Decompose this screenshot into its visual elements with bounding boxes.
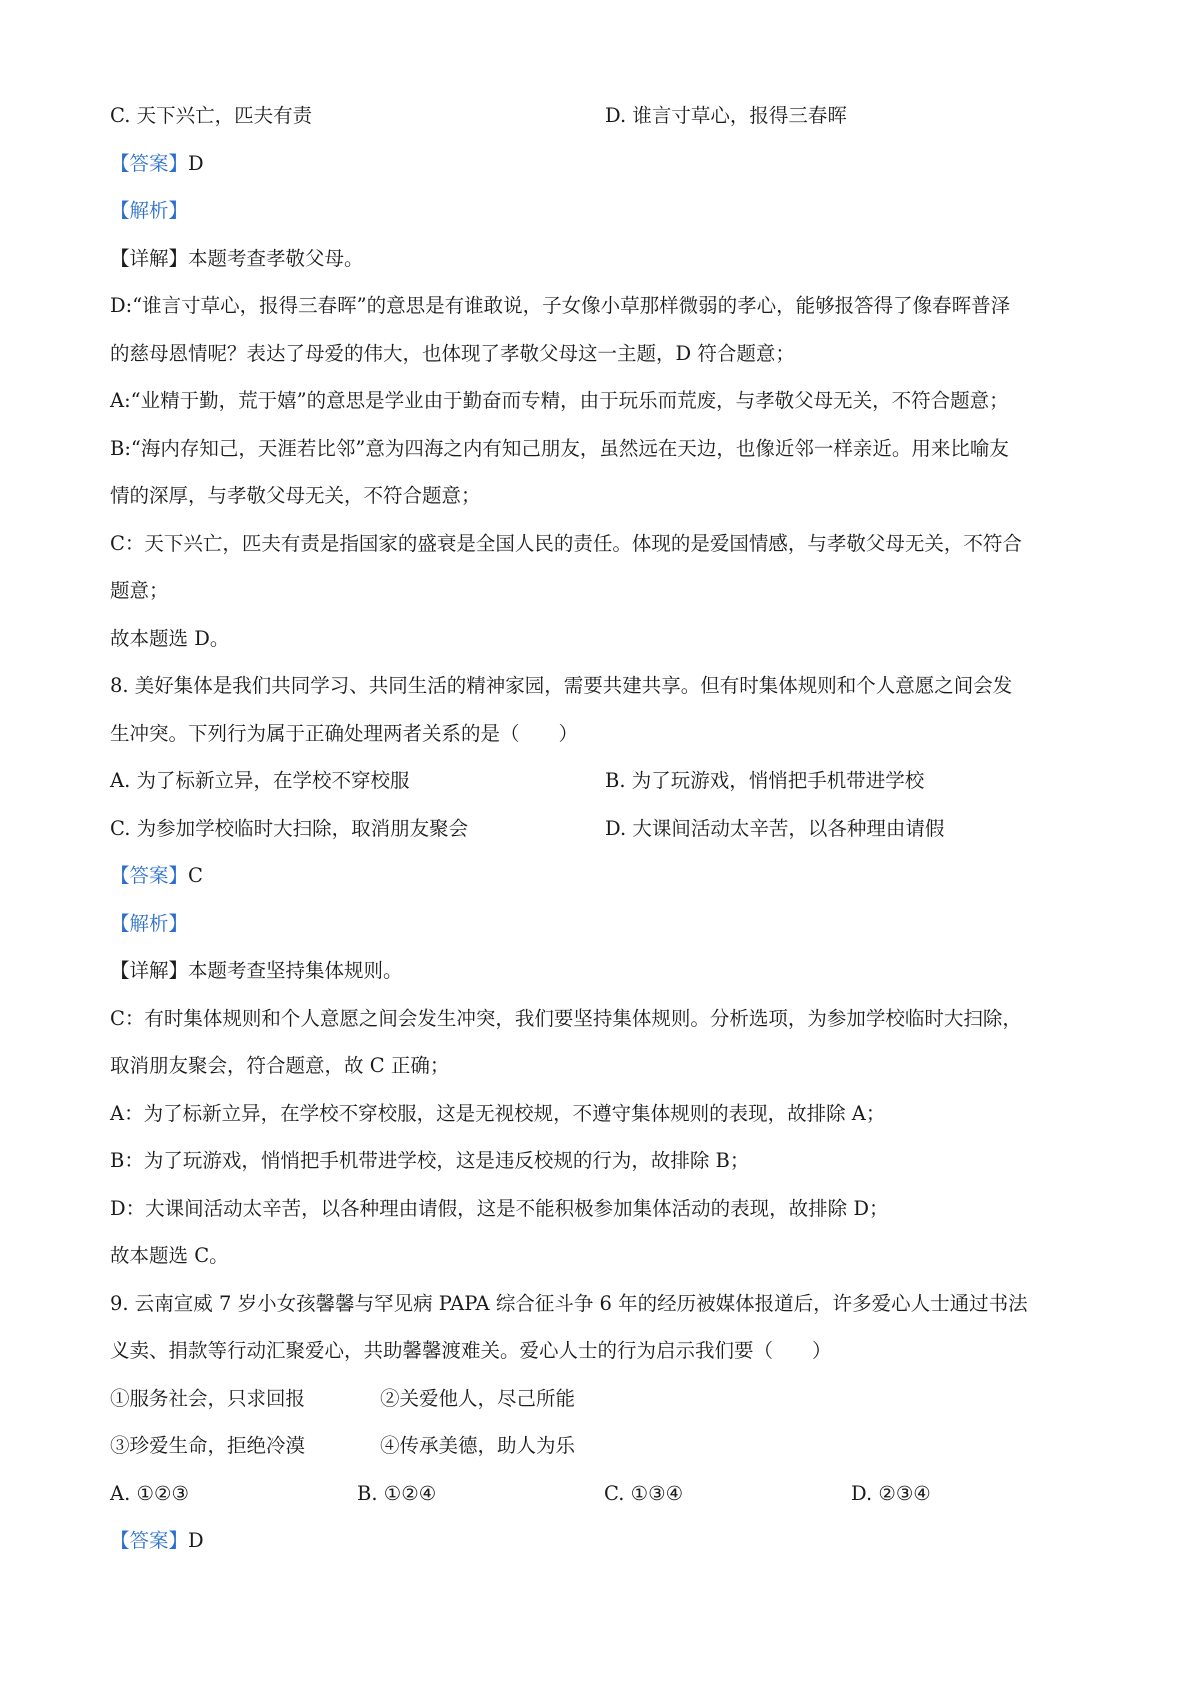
- q8-answer-value: C: [188, 864, 203, 887]
- q9-answer: [110, 1517, 1100, 1565]
- analysis-tag: 【解析】: [110, 199, 189, 222]
- detail-tag: 【详解】: [110, 959, 189, 982]
- q8-explanation-line: A：为了标新立异，在学校不穿校服，这是无视校规，不遵守集体规则的表现，故排除 A；: [110, 1101, 886, 1125]
- q8-option-d: D. 大课间活动太辛苦，以各种理由请假: [605, 816, 945, 840]
- answer-tag: 【答案】: [110, 864, 189, 887]
- q8-explanation-line: C：有时集体规则和个人意愿之间会发生冲突，我们要坚持集体规则。分析选项，为参加学校临时大扫除，: [110, 1006, 1022, 1030]
- q7-answer-value: D: [188, 151, 204, 175]
- q7-detail: [110, 235, 1100, 283]
- q9-choice-b: B. ①②④: [357, 1481, 437, 1505]
- q9-choice-c: C. ①③④: [604, 1481, 684, 1505]
- q8-option-b: B. 为了玩游戏，悄悄把手机带进学校: [605, 769, 925, 792]
- q8-explanation-line: D：大课间活动太辛苦，以各种理由请假，这是不能积极参加集体活动的表现，故排除 D；: [110, 1196, 889, 1220]
- q8-stem-line: 8. 美好集体是我们共同学习、共同生活的精神家园，需要共建共享。但有时集体规则和个人意愿之间会发: [110, 674, 1013, 697]
- q9-statement-1: ①服务社会，只求回报: [110, 1386, 306, 1410]
- q7-options-row: [110, 92, 1100, 140]
- detail-tag: 【详解】: [110, 246, 189, 270]
- q7-analysis-heading: [110, 187, 1100, 235]
- q7-explanation-line: 的慈母恩情呢？表达了母爱的伟大，也体现了孝敬父母这一主题，D 符合题意；: [110, 341, 795, 365]
- q8-explanation-line: 取消朋友聚会，符合题意，故 C 正确；: [110, 1054, 450, 1077]
- q8-explanation-line: B：为了玩游戏，悄悄把手机带进学校，这是违反校规的行为，故排除 B；: [110, 1149, 750, 1172]
- q9-statements-row: [110, 1422, 1100, 1470]
- q9-stem-line: 9. 云南宣威 7 岁小女孩馨馨与罕见病 PAPA 综合征斗争 6 年的经历被媒体报道后，许多爱心人士通过书法: [110, 1291, 1028, 1315]
- q7-answer: [110, 140, 1100, 188]
- q7-detail-intro: 本题考查孝敬父母。: [188, 246, 364, 270]
- q9-choice-a: A. ①②③: [110, 1481, 189, 1505]
- q9-answer-value: D: [188, 1529, 204, 1552]
- q7-explanation-line: 题意；: [110, 579, 169, 602]
- q9-statement-4: ④传承美德，助人为乐: [380, 1434, 576, 1457]
- q8-analysis-heading: [110, 900, 1100, 948]
- q8-options-row: [110, 757, 1100, 805]
- analysis-tag: 【解析】: [110, 911, 189, 935]
- q9-choices-row: [110, 1470, 1100, 1518]
- q8-conclusion: 故本题选 C。: [110, 1244, 229, 1267]
- q7-explanation-line: C：天下兴亡，匹夫有责是指国家的盛衰是全国人民的责任。体现的是爱国情感，与孝敬父母无关，不符合: [110, 531, 1022, 555]
- q8-option-c: C. 为参加学校临时大扫除，取消朋友聚会: [110, 816, 469, 840]
- document-page: [110, 92, 1100, 1565]
- q7-conclusion: 故本题选 D。: [110, 626, 230, 650]
- q8-detail: [110, 947, 1100, 995]
- q8-option-a: A. 为了标新立异，在学校不穿校服: [110, 769, 410, 792]
- answer-tag: 【答案】: [110, 1529, 189, 1552]
- q7-option-c: C. 天下兴亡，匹夫有责: [110, 104, 313, 127]
- q7-explanation-line: B:“海内存知己，天涯若比邻”意为四海之内有知己朋友，虽然远在天边，也像近邻一样亲近。用来比喻友: [110, 436, 1009, 460]
- answer-tag: 【答案】: [110, 151, 189, 175]
- q8-stem-line: 生冲突。下列行为属于正确处理两者关系的是（ ）: [110, 721, 579, 745]
- q8-options-row: [110, 805, 1100, 853]
- q9-statement-2: ②关爱他人，尽己所能: [380, 1386, 576, 1410]
- q9-stem-line: 义卖、捐款等行动汇聚爱心，共助馨馨渡难关。爱心人士的行为启示我们要（ ）: [110, 1339, 832, 1362]
- q8-detail-intro: 本题考查坚持集体规则。: [188, 959, 403, 982]
- q7-option-d: D. 谁言寸草心，报得三春晖: [605, 104, 847, 127]
- q7-explanation-line: D:“谁言寸草心，报得三春晖”的意思是有谁敢说，子女像小草那样微弱的孝心，能够报答得了像春晖普泽: [110, 294, 1011, 317]
- q8-answer: [110, 852, 1100, 900]
- q7-explanation-line: 情的深厚，与孝敬父母无关，不符合题意；: [110, 484, 481, 507]
- q7-explanation-line: A:“业精于勤，荒于嬉”的意思是学业由于勤奋而专精，由于玩乐而荒废，与孝敬父母无关，不符合题意；: [110, 389, 1009, 412]
- q9-statement-3: ③珍爱生命，拒绝冷漠: [110, 1434, 306, 1457]
- q9-statements-row: [110, 1375, 1100, 1423]
- q9-choice-d: D. ②③④: [851, 1481, 931, 1505]
